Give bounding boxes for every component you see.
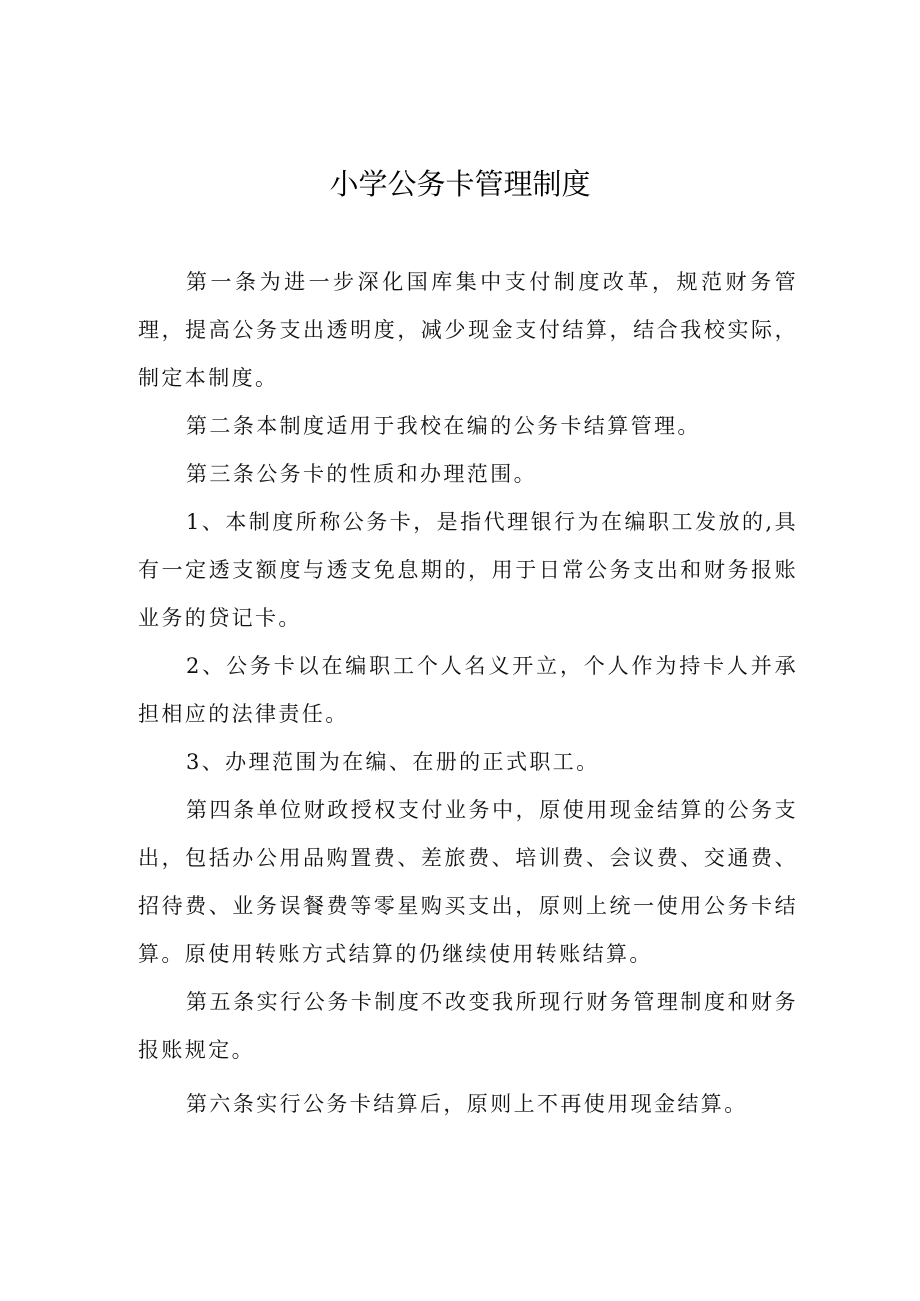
paragraph-article-2: 第二条本制度适用于我校在编的公务卡结算管理。: [186, 414, 701, 438]
document-body: [138, 258, 798, 1128]
paragraph-article-6: 第六条实行公务卡结算后，原则上不再使用现金结算。: [186, 1092, 748, 1116]
paragraph-item-1: 1、本制度所称公务卡，是指代理银行为在编职工发放的,具有一定透支额度与透支免息期的，用于日常公务支出和财务报账业务的贷记卡。: [138, 510, 798, 630]
document-title: 小学公务卡管理制度: [329, 167, 591, 201]
paragraph-article-1: 第一条为进一步深化国库集中支付制度改革，规范财务管理，提高公务支出透明度，减少现金支付结算，结合我校实际，制定本制度。: [138, 270, 798, 390]
paragraph-article-5: 第五条实行公务卡制度不改变我所现行财务管理制度和财务报账规定。: [138, 990, 798, 1062]
paragraph-article-3: 第三条公务卡的性质和办理范围。: [186, 462, 537, 486]
paragraph-item-2: 2、公务卡以在编职工个人名义开立，个人作为持卡人并承担相应的法律责任。: [138, 654, 798, 726]
paragraph-article-4: 第四条单位财政授权支付业务中，原使用现金结算的公务支出，包括办公用品购置费、差旅费、培训费、会议费、交通费、招待费、业务误餐费等零星购买支出，原则上统一使用公务卡结算。原使用转账方式结算的仍继续使用转账结算。: [138, 798, 798, 966]
paragraph-item-3: 3、办理范围为在编、在册的正式职工。: [186, 750, 600, 774]
